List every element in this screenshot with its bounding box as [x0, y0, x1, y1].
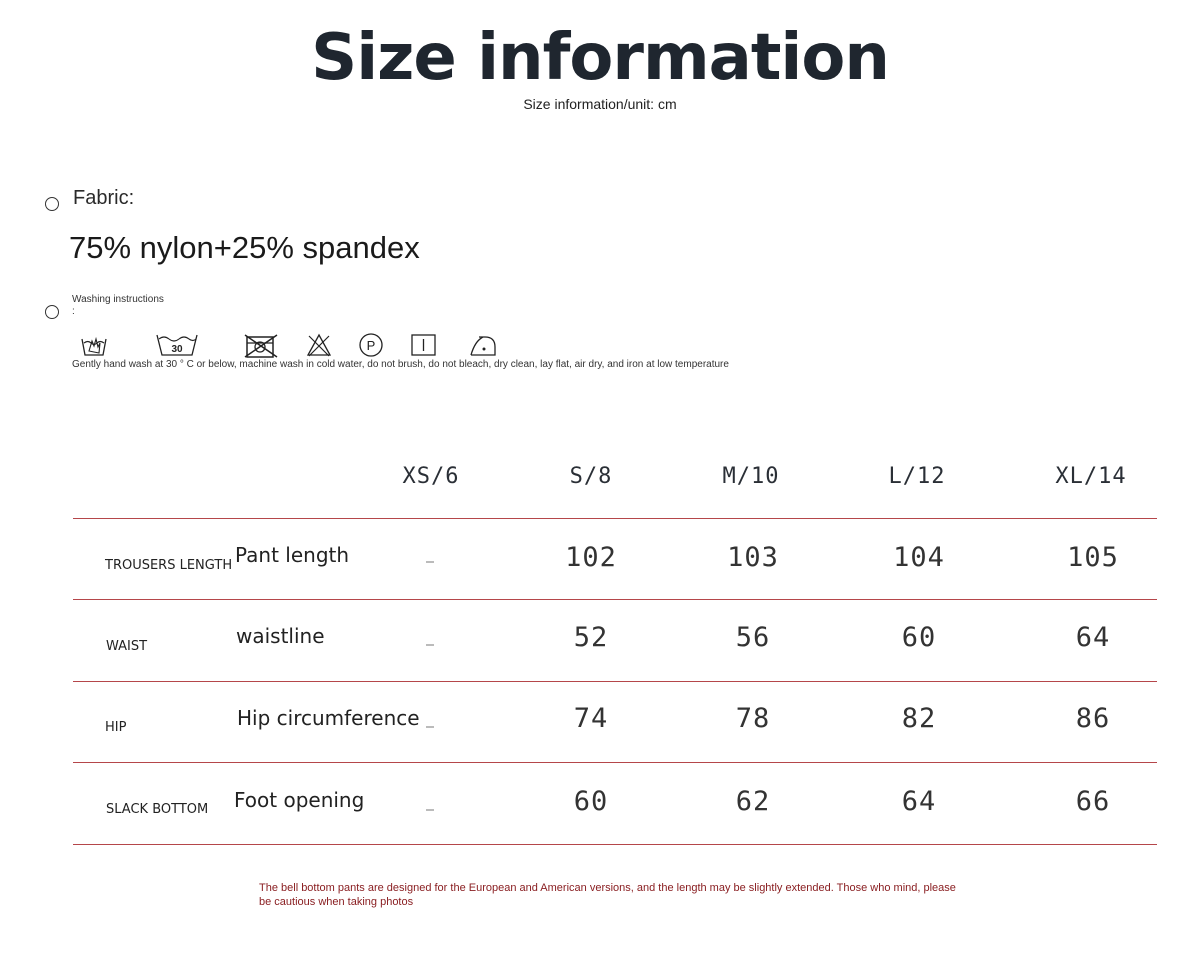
size-header-s: S/8	[569, 464, 613, 489]
empty-cell-dash	[426, 809, 434, 811]
iron-low-icon	[469, 333, 497, 361]
table-cell: 104	[893, 542, 945, 573]
fabric-label: Fabric:	[73, 187, 135, 209]
washing-label: Washing instructions	[72, 294, 164, 305]
table-divider	[73, 681, 1157, 682]
page-subtitle: Size information/unit: cm	[523, 96, 677, 112]
table-cell: 66	[1075, 786, 1111, 817]
line-dry-icon	[411, 333, 437, 361]
table-cell: 103	[727, 542, 779, 573]
row-label: Hip circumference	[237, 706, 420, 730]
table-divider	[73, 518, 1157, 519]
washing-colon: :	[72, 306, 75, 317]
table-divider	[73, 762, 1157, 763]
table-cell: 74	[573, 703, 609, 734]
row-en-label: HIP	[105, 720, 127, 735]
table-cell: 64	[1075, 622, 1111, 653]
row-en-label: SLACK BOTTOM	[106, 802, 209, 817]
table-divider	[73, 599, 1157, 600]
table-cell: 60	[901, 622, 937, 653]
table-cell: 64	[901, 786, 937, 817]
disclaimer-note: The bell bottom pants are designed for the European and American versions, and the length may be slightly extended. Those who mind, please be cautious when taking photos	[259, 882, 956, 908]
row-label: waistline	[236, 624, 325, 648]
wash-30-icon	[156, 333, 198, 361]
do-not-bleach-icon	[306, 333, 332, 361]
row-label: Pant length	[235, 543, 350, 567]
row-en-label: TROUSERS LENGTH	[105, 558, 233, 573]
row-label: Foot opening	[234, 788, 365, 812]
empty-cell-dash	[426, 726, 434, 728]
table-cell: 82	[901, 703, 937, 734]
table-cell: 52	[573, 622, 609, 653]
table-cell: 78	[735, 703, 771, 734]
page-title: Size information	[311, 21, 889, 95]
size-header-m: M/10	[722, 464, 780, 489]
size-header-l: L/12	[888, 464, 946, 489]
hand-wash-icon	[80, 333, 108, 361]
table-divider	[73, 844, 1157, 845]
washing-bullet-icon	[45, 305, 59, 319]
table-cell: 86	[1075, 703, 1111, 734]
row-en-label: WAIST	[106, 639, 148, 654]
fabric-bullet-icon	[45, 197, 59, 211]
svg-text:30: 30	[171, 344, 183, 355]
empty-cell-dash	[426, 644, 434, 646]
empty-cell-dash	[426, 561, 434, 563]
size-header-xl: XL/14	[1055, 464, 1127, 489]
table-cell: 56	[735, 622, 771, 653]
table-cell: 62	[735, 786, 771, 817]
table-cell: 105	[1067, 542, 1119, 573]
table-cell: 60	[573, 786, 609, 817]
dry-clean-p-icon	[359, 333, 385, 361]
washing-description: Gently hand wash at 30 ° C or below, machine wash in cold water, do not brush, do not bleach, dry clean, lay flat, air dry, and iron at low temperature	[72, 359, 729, 370]
svg-text:P: P	[366, 338, 376, 353]
size-header-xs: XS/6	[402, 464, 460, 489]
fabric-value: 75% nylon+25% spandex	[69, 230, 420, 265]
table-cell: 102	[565, 542, 617, 573]
